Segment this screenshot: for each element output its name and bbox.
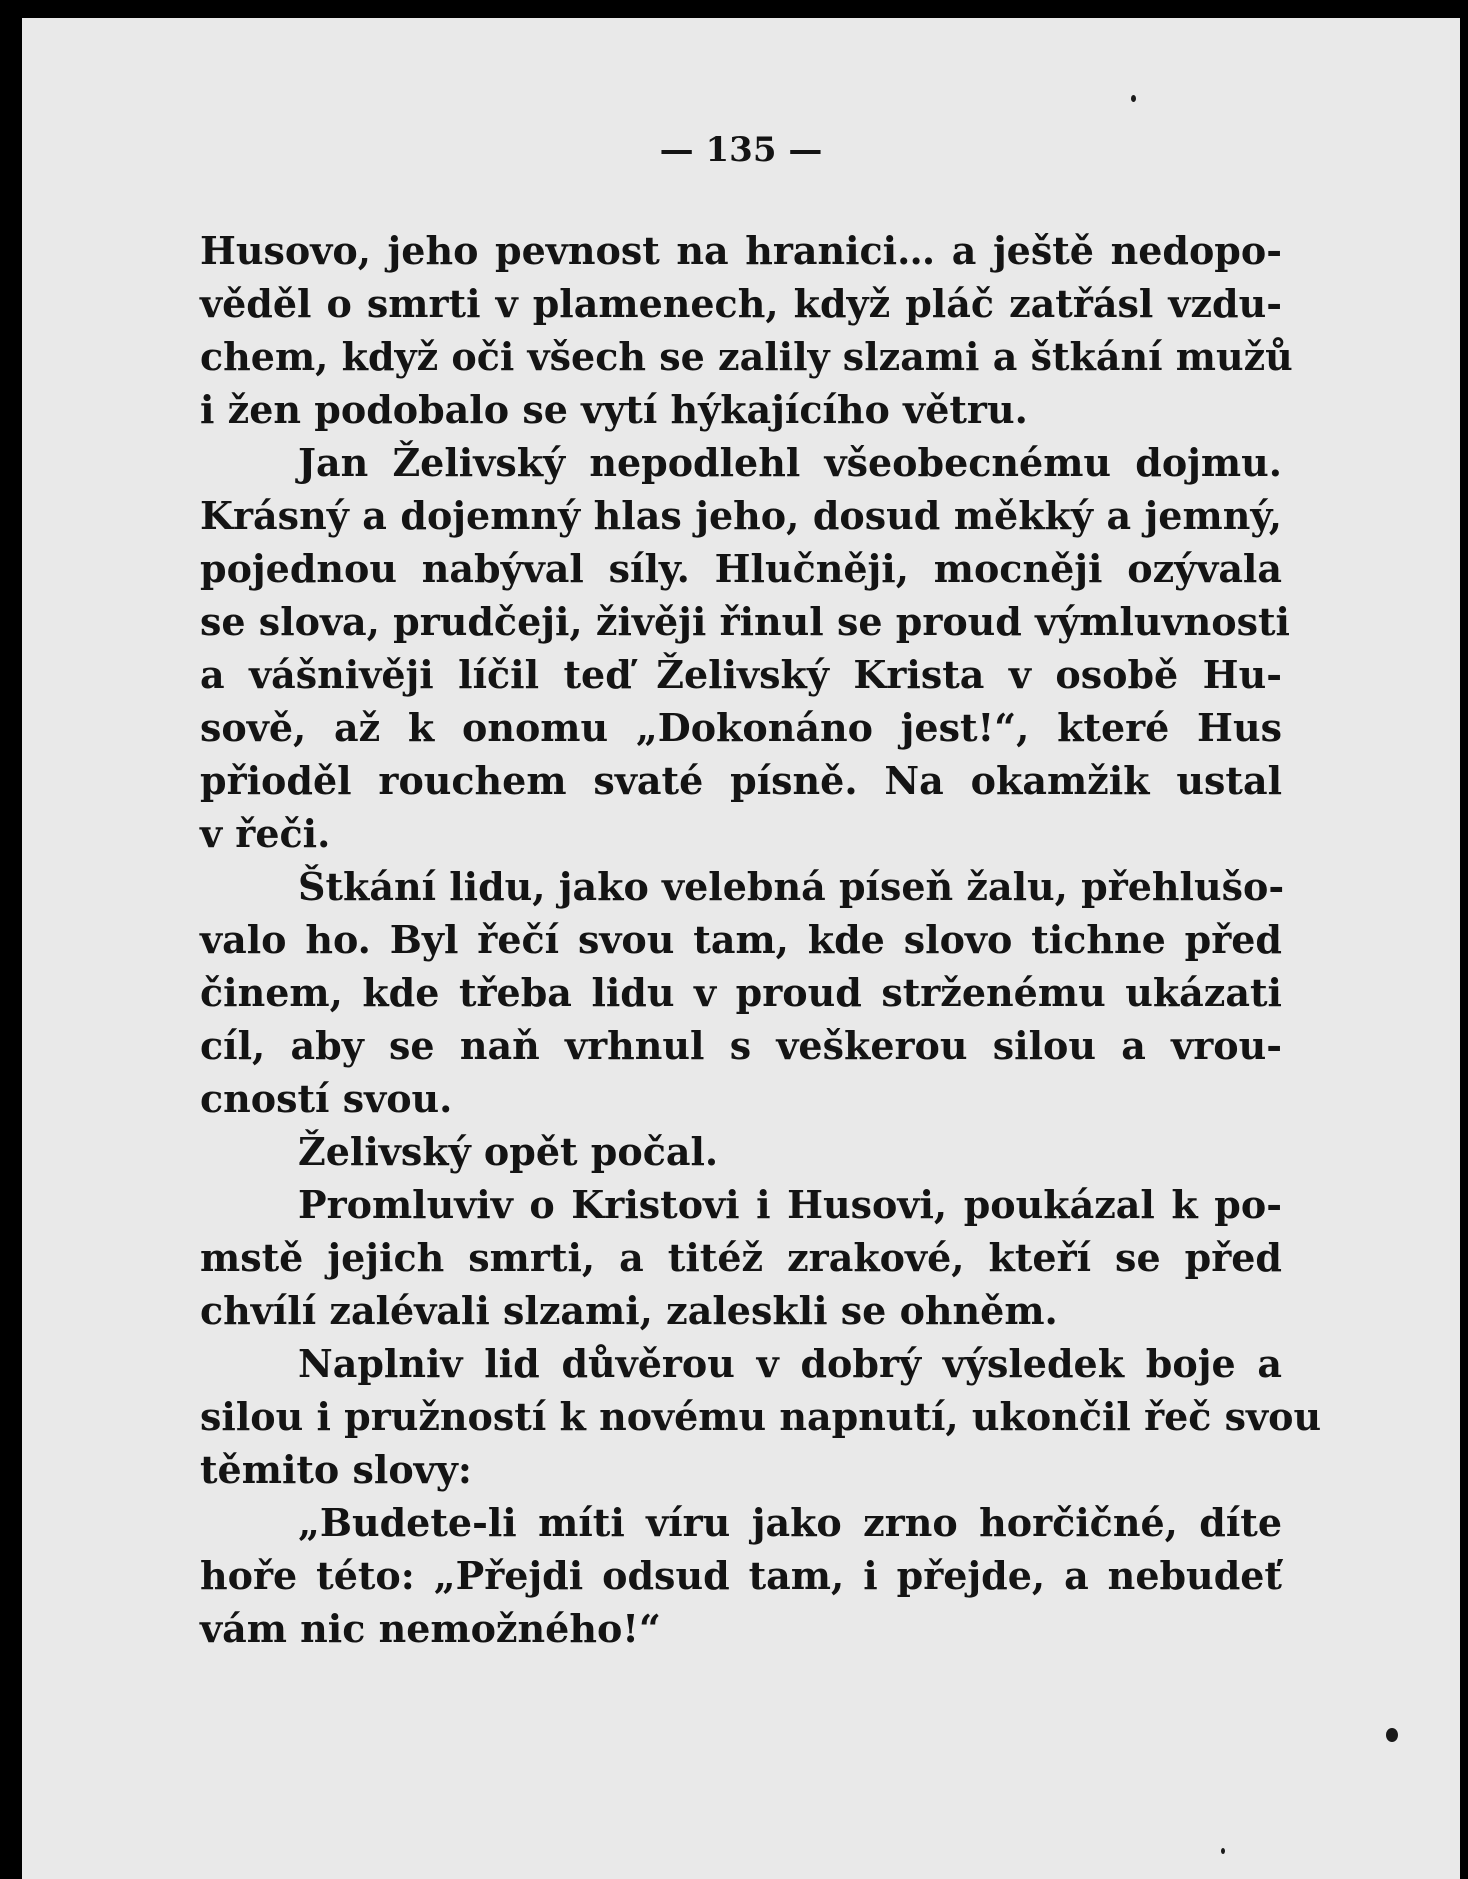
- text-line: vám nic nemožného!“: [200, 1606, 661, 1651]
- text-line: Krásný a dojemný hlas jeho, dosud měkký a jemný,: [200, 493, 1282, 538]
- text-line: silou i pružností k novému napnutí, ukončil řeč svou: [200, 1394, 1322, 1439]
- ink-speck: [1221, 1848, 1225, 1854]
- text-line: těmito slovy:: [200, 1447, 472, 1492]
- text-line: cností svou.: [200, 1076, 453, 1121]
- text-line: Naplniv lid důvěrou v dobrý výsledek boje a: [298, 1341, 1282, 1386]
- text-line: Štkání lidu, jako velebná píseň žalu, přehlušo-: [298, 864, 1285, 909]
- text-line: i žen podobalo se vytí hýkajícího větru.: [200, 387, 1028, 432]
- text-line: valo ho. Byl řečí svou tam, kde slovo tichne před: [200, 917, 1282, 962]
- text-line: mstě jejich smrti, a titéž zrakové, kteří se před: [200, 1235, 1282, 1280]
- text-line: chvílí zalévali slzami, zaleskli se ohněm.: [200, 1288, 1058, 1333]
- text-line: cíl, aby se naň vrhnul s veškerou silou a vrou-: [200, 1023, 1282, 1068]
- text-line: sově, až k onomu „Dokonáno jest!“, které Hus: [200, 705, 1282, 750]
- text-line: přioděl rouchem svaté písně. Na okamžik ustal: [200, 758, 1282, 803]
- ink-speck: [1131, 95, 1136, 102]
- text-line: „Budete-li míti víru jako zrno horčičné, díte: [298, 1500, 1282, 1545]
- ink-speck: [1386, 1728, 1398, 1742]
- text-line: Jan Želivský nepodlehl všeobecnému dojmu.: [298, 440, 1282, 485]
- body-text: [200, 224, 1322, 1655]
- text-line: hoře této: „Přejdi odsud tam, i přejde, a nebudeť: [200, 1553, 1282, 1598]
- book-page: [22, 18, 1460, 1879]
- text-line: Husovo, jeho pevnost na hranici… a ještě nedopo-: [200, 228, 1282, 273]
- text-line: v řeči.: [200, 811, 331, 856]
- text-line: pojednou nabýval síly. Hlučněji, mocněji ozývala: [200, 546, 1282, 591]
- text-line: činem, kde třeba lidu v proud strženému ukázati: [200, 970, 1282, 1015]
- text-line: Promluviv o Kristovi i Husovi, poukázal k po-: [298, 1182, 1282, 1227]
- text-line: Želivský opět počal.: [298, 1129, 719, 1174]
- page-number-header: — 135 —: [659, 130, 823, 170]
- text-line: a vášnivěji líčil teď Želivský Krista v osobě Hu-: [200, 652, 1282, 697]
- text-line: se slova, prudčeji, živěji řinul se proud výmluvnosti: [200, 599, 1290, 644]
- text-line: věděl o smrti v plamenech, když pláč zatřásl vzdu-: [200, 281, 1282, 326]
- text-line: chem, když oči všech se zalily slzami a štkání mužů: [200, 334, 1293, 379]
